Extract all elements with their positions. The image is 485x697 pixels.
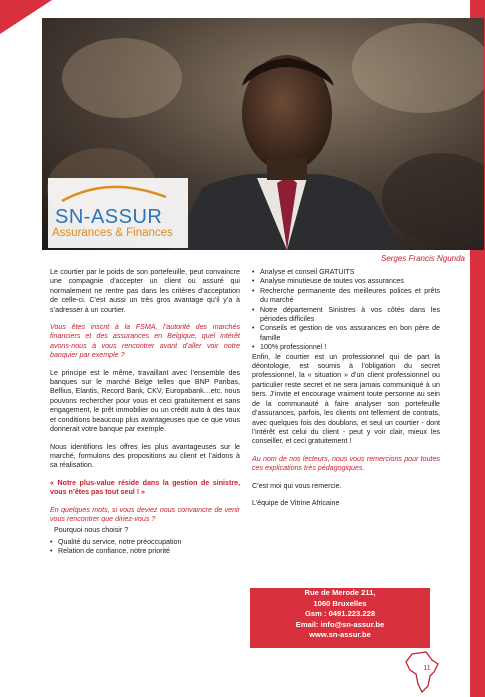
- page-number: 11: [423, 665, 431, 672]
- list-item: • 100% professionnel !: [252, 343, 440, 352]
- paragraph: Enfin, le courtier est un professionnel qui de part la déontologie, est soumis à l’obligation du secret professionnel, la « situation » d’un client professionnel ou particulier reste secret et ne sera jamais communiqué à un tiers. J’invite et encourage vraiment toute personne au sein de la communauté à faire analyser son portefeuille d’assurances, parfois, les clients ont tellement de contrats, avec quelques fois des doublons, et seul un courtier - dont l’intérêt est celui du client - peut y voir clair, mieux les conseiller, et ceci gratuitement !: [252, 352, 440, 446]
- left-column: [50, 268, 240, 557]
- list-item: • Conseils et gestion de vos assurances en bon père de famille: [252, 324, 440, 343]
- right-column: [252, 268, 440, 516]
- list-item: • Notre département Sinistres à vos côtés dans les périodes difficiles: [252, 306, 440, 325]
- email-address[interactable]: Email: info@sn-assur.be: [295, 619, 385, 629]
- interview-question: Vous êtes inscrit à la FSMA, l’autorité des marchés financiers et des assurances en Belgique, quel intérêt avons-nous à vous rencontrer avant d’aller voir notre banquier par exemple ?: [50, 323, 240, 360]
- contact-box: [250, 588, 430, 648]
- list-item: • Qualité du service, notre préoccupation: [50, 538, 240, 547]
- logo-name: SN-ASSUR: [55, 206, 163, 228]
- list-item: • Recherche permanente des meilleures polices et prêts du marché: [252, 287, 440, 306]
- list-item: • Relation de confiance, notre priorité: [50, 547, 240, 556]
- bullet-list: [50, 538, 240, 557]
- address-line: Rue de Merode 211,: [304, 588, 376, 597]
- paragraph: Le courtier par le poids de son portefeuille, peut convaincre une compagnie d’accepter un client ou assuré qui normalement ne rentre pas dans les critères d’acceptation de celle-ci. C’est aussi un très gros avantage qu’il y’a à s’adresser à un courtier.: [50, 268, 240, 314]
- bullet-list: [252, 268, 440, 353]
- logo-swoosh-icon: [54, 181, 174, 203]
- highlight-quote: « Notre plus-value réside dans la gestion de sinistre, vous n’êtes pas tout seul ! »: [50, 478, 240, 497]
- paragraph: Le principe est le même, travaillant avec l’ensemble des banques sur le marché Belge telles que BNP Paribas, Belfius, Elantis, Record Bank, CKV, Europabank…etc. nous pouvons rechercher pour vous et ceci gratuitement et sans engagement, le prêt immobilier ou un crédit auto à des taux et conditions beaucoup plus avantageuses que ce que vous donnerait votre banque par exemple.: [50, 368, 240, 434]
- paragraph: Nous identifions les offres les plus avantageuses sur le marché, formulons des propositions au client et l’aidons à sa réalisation.: [50, 442, 240, 470]
- list-item: • Analyse et conseil GRATUITS: [252, 268, 440, 277]
- paragraph: C’est moi qui vous remercie.: [252, 481, 342, 490]
- photo-caption: Serges Francis Ngunda: [380, 254, 465, 263]
- logo-subtitle: Assurances & Finances: [52, 227, 173, 239]
- address-line: 1060 Bruxelles: [313, 598, 367, 608]
- phone-number: Gsm : 0491.223.228: [304, 609, 376, 618]
- interview-question: En quelques mots, si vous deviez nous convaincre de venir vous rencontrer que diriez-vous ?: [50, 505, 240, 523]
- interview-question: Au nom de nos lecteurs, nous vous remercions pour toutes ces explications très pédagogiques.: [252, 454, 440, 473]
- list-item: • Analyse minutieuse de toutes vos assurances: [252, 277, 440, 286]
- africa-map-icon: [404, 650, 440, 694]
- paragraph: L’équipe de Vitrine Africaine: [252, 498, 340, 507]
- website-link[interactable]: www.sn-assur.be: [309, 630, 371, 639]
- paragraph: Pourquoi nous choisir ?: [54, 526, 129, 535]
